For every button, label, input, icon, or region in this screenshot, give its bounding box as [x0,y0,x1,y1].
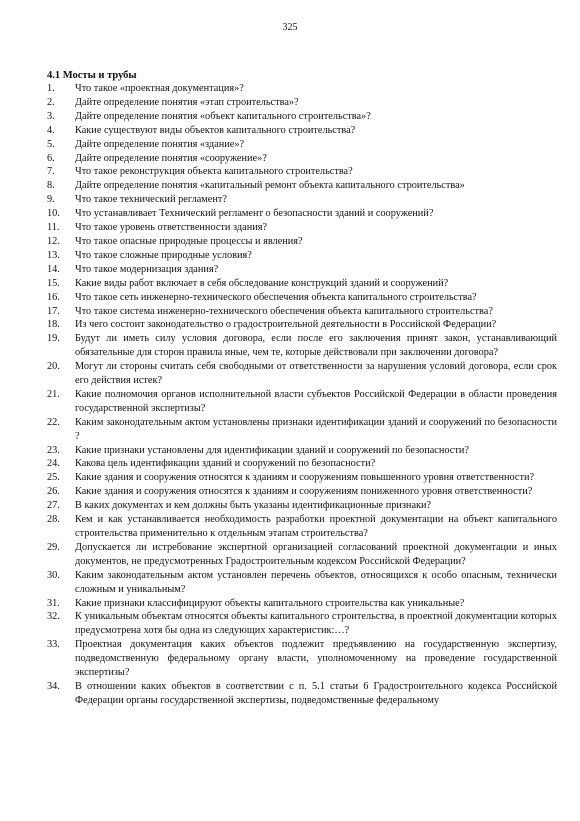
question-number: 2. [47,96,55,108]
question-item [47,110,557,124]
question-number: 18. [47,319,60,331]
question-text: Из чего состоит законодательство о градостроительной деятельности в Российской Федерации? [75,319,497,331]
question-text: Какие признаки установлены для идентификации зданий и сооружений по безопасности? [75,444,469,456]
question-text: К уникальным объектам относятся объекты капитального строительства, в проектной документации которых предусмотрена хотя бы одна из следующих характеристик:…? [75,611,557,637]
question-text: Что такое уровень ответственности здания? [75,222,268,234]
question-number: 31. [47,597,60,609]
question-item [47,416,557,444]
section-title: 4.1 Мосты и трубы [47,70,137,81]
question-item [47,680,557,708]
question-number: 33. [47,639,60,651]
question-item [47,332,557,360]
question-item [47,569,557,597]
question-text: Кем и как устанавливается необходимость разработки проектной документации на объект капитального строительства применительно к отдельным этапам строительства? [75,514,557,539]
question-item [47,221,557,235]
question-item [47,96,557,110]
question-text: Дайте определение понятия «сооружение»? [75,152,267,164]
question-text: Что такое опасные природные процессы и явления? [75,235,303,247]
question-number: 22. [47,416,60,428]
question-number: 24. [47,458,60,470]
question-text: Что устанавливает Технический регламент о безопасности зданий и сооружений? [75,208,434,220]
question-text: Какие полномочия органов исполнительной власти субъектов Российской Федерации в области проведения государственной экспертизы? [75,388,557,414]
question-number: 14. [47,263,60,275]
question-number: 10. [47,208,60,220]
question-number: 34. [47,680,60,692]
question-text: В отношении каких объектов в соответствии с п. 5.1 статьи 6 Градостроительного кодекса Российской Федерации органы государственной экспертизы, подведомственные федеральному [75,680,557,706]
question-item [47,277,557,291]
question-item [47,610,557,638]
question-number: 23. [47,444,60,456]
question-text: Допускается ли истребование экспертной организацией согласований проектной документации и иных документов, не предусмотренных Градостроительным кодексом Российской Федерации? [75,541,557,567]
question-item [47,485,557,499]
question-list [47,82,557,708]
question-number: 9. [47,194,55,206]
question-item [47,457,557,471]
question-text: Какие виды работ включает в себя обследование конструкций зданий и сооружений? [75,277,449,289]
question-number: 7. [47,166,55,178]
question-text: Что такое система инженерно-технического обеспечения объекта капитального строительства? [75,305,493,317]
question-number: 29. [47,541,60,553]
question-item [47,513,557,541]
question-number: 17. [47,305,60,317]
question-number: 8. [47,180,55,192]
question-number: 13. [47,249,60,261]
question-text: Каким законодательным актом установлен перечень объектов, относящихся к особо опасным, технически сложным и уникальным? [75,569,557,595]
question-item [47,541,557,569]
question-text: Дайте определение понятия «этап строительства»? [75,96,299,108]
question-item [47,305,557,319]
question-text: Проектная документация каких объектов подлежит предъявлению на государственную экспертизу, подведомственную федеральному органу власти, уполномоченному на проведение государственной экспертизы? [75,639,557,679]
question-number: 1. [47,83,55,94]
question-item [47,597,557,611]
question-text: Каким законодательным актом установлены признаки идентификации зданий и сооружений по безопасности ? [75,416,557,442]
question-text: Дайте определение понятия «капитальный ремонт объекта капитального строительства» [75,180,465,192]
question-text: Дайте определение понятия «объект капитального строительства»? [75,110,371,122]
question-number: 32. [47,611,60,623]
question-number: 4. [47,124,55,136]
question-number: 19. [47,333,60,345]
question-item [47,138,557,152]
question-number: 30. [47,569,60,581]
question-text: Какие существуют виды объектов капитального строительства? [75,124,356,136]
question-number: 21. [47,388,60,400]
question-number: 15. [47,277,60,289]
question-text: Что такое реконструкция объекта капитального строительства? [75,166,353,178]
question-text: Будут ли иметь силу условия договора, если после его заключения принят закон, устанавливающий обязательные для сторон правила иные, чем те, которые действовали при заключении договора? [75,333,557,359]
question-number: 6. [47,152,55,164]
question-item [47,179,557,193]
question-item [47,471,557,485]
question-item [47,82,557,96]
question-number: 25. [47,472,60,484]
question-text: Что такое модернизация здания? [75,263,219,275]
question-text: Что такое сеть инженерно-технического обеспечения объекта капитального строительства? [75,291,477,303]
question-item [47,207,557,221]
question-number: 28. [47,514,60,526]
question-item [47,291,557,305]
question-text: Какова цель идентификации зданий и сооружений по безопасности? [75,458,376,470]
question-number: 26. [47,486,60,498]
question-item [47,263,557,277]
question-number: 11. [47,222,60,234]
question-item [47,124,557,138]
question-text: Могут ли стороны считать себя свободными от ответственности за нарушения условий договора, если срок его действия истек? [75,361,557,387]
question-item [47,318,557,332]
page-number: 325 [282,22,298,33]
question-item [47,444,557,458]
question-text: Что такое сложные природные условия? [75,249,252,261]
question-number: 16. [47,291,60,303]
question-text: Дайте определение понятия «здание»? [75,138,245,150]
question-item [47,193,557,207]
question-item [47,152,557,166]
question-item [47,388,557,416]
question-item [47,499,557,513]
question-text: Что такое «проектная документация»? [75,83,244,94]
question-number: 20. [47,361,60,373]
question-text: В каких документах и кем должны быть указаны идентификационные признаки? [75,500,432,512]
question-item [47,235,557,249]
question-number: 3. [47,110,55,122]
question-number: 5. [47,138,55,150]
question-number: 27. [47,500,60,512]
question-text: Что такое технический регламент? [75,194,227,206]
question-item [47,360,557,388]
question-text: Какие здания и сооружения относятся к зданиям и сооружениям повышенного уровня ответственности? [75,472,535,484]
question-item [47,249,557,263]
question-text: Какие здания и сооружения относятся к зданиям и сооружениям пониженного уровня ответственности? [75,486,533,498]
question-number: 12. [47,235,60,247]
question-text: Какие признаки классифицируют объекты капитального строительства как уникальные? [75,597,465,609]
question-item [47,638,557,680]
question-item [47,165,557,179]
